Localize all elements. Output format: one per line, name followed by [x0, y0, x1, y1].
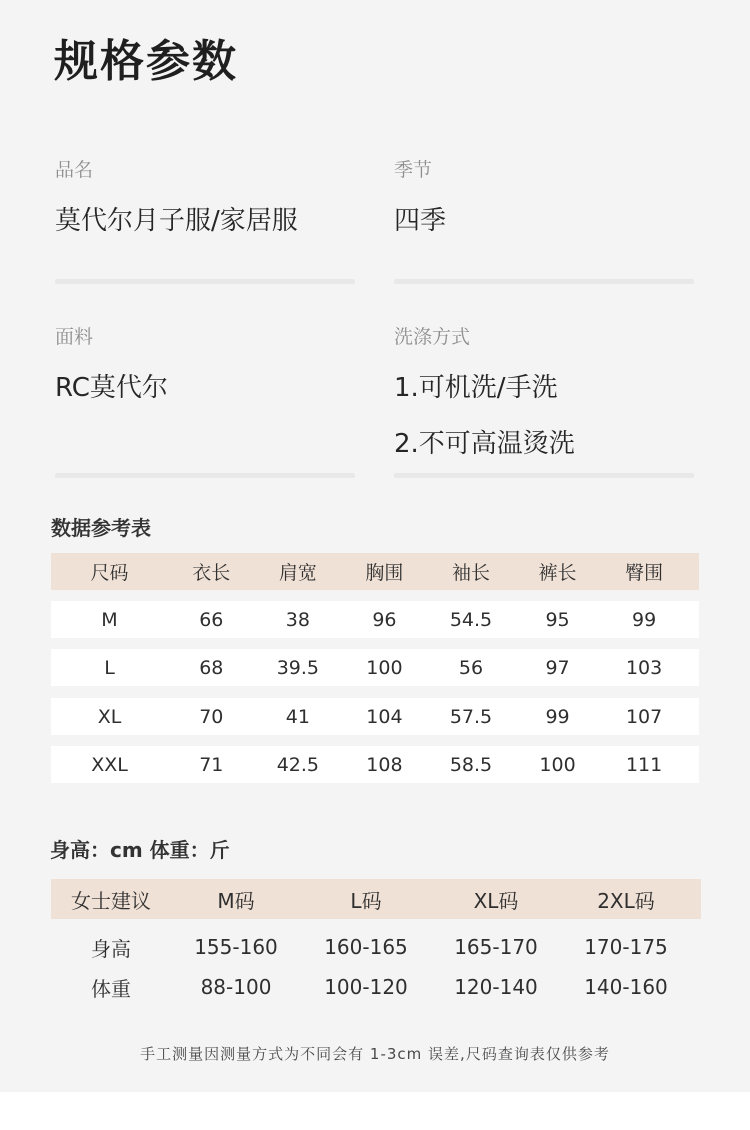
- header-cell: 肩宽: [278, 562, 317, 584]
- measurement-note: 手工测量因测量方式为不同会有 1-3cm 误差,尺码查询表仅供参考: [140, 1045, 610, 1063]
- header-cell: XL码: [473, 888, 519, 913]
- spec-value-line-1: 1.可机洗/手洗: [394, 373, 558, 403]
- spec-value: 四季: [394, 206, 447, 236]
- table-cell: 170-175: [584, 935, 668, 959]
- table-cell: 104: [366, 705, 403, 728]
- header-cell: 女士建议: [71, 888, 151, 913]
- table-cell: 111: [625, 753, 663, 776]
- table-cell: 38: [285, 608, 310, 631]
- spec-label: 面料: [55, 326, 94, 348]
- spec-product-name: [55, 158, 355, 288]
- table-cell: 66: [199, 608, 224, 631]
- spec-label: 季节: [394, 159, 433, 181]
- header-cell: 尺码: [90, 562, 129, 584]
- table-cell: 56: [458, 656, 484, 679]
- table-cell: 体重: [91, 976, 131, 1001]
- header-cell: 臀围: [625, 562, 664, 584]
- table-cell: 96: [372, 608, 397, 631]
- table-cell: 42.5: [276, 753, 319, 776]
- table-cell: 108: [366, 753, 403, 776]
- table-cell: 88-100: [200, 975, 272, 999]
- table-cell: M: [101, 608, 118, 631]
- divider: [55, 279, 355, 284]
- page-title: 规格参数: [54, 36, 238, 87]
- table-cell: 100-120: [324, 975, 408, 999]
- table-row: [51, 746, 699, 783]
- table-row: [51, 930, 701, 964]
- recommendation-title: 身高：cm 体重：斤: [50, 838, 230, 862]
- table-cell: 41: [285, 705, 310, 728]
- table-row: [51, 649, 699, 686]
- header-cell: 2XL码: [597, 888, 655, 913]
- table-cell: 58.5: [449, 753, 493, 776]
- header-cell: 衣长: [192, 562, 231, 584]
- table-row: [51, 601, 699, 638]
- table-cell: 99: [632, 608, 657, 631]
- divider: [394, 473, 694, 478]
- header-cell: M码: [217, 888, 255, 913]
- spec-label: 品名: [55, 159, 94, 181]
- table-header-row: [51, 553, 699, 590]
- table-cell: 68: [199, 656, 224, 679]
- table-row: [51, 970, 701, 1004]
- table-cell: 155-160: [194, 935, 278, 959]
- table-cell: 54.5: [449, 608, 493, 631]
- table-cell: 100: [539, 753, 576, 776]
- table-cell: 71: [199, 753, 224, 776]
- size-chart-title: 数据参考表: [51, 516, 151, 540]
- spec-value: 莫代尔月子服/家居服: [55, 206, 298, 236]
- spec-season: [394, 158, 694, 288]
- table-cell: 140-160: [584, 975, 668, 999]
- table-cell: 160-165: [324, 935, 408, 959]
- table-cell: XL: [97, 705, 122, 728]
- header-cell: L码: [350, 888, 382, 913]
- table-row: [51, 698, 699, 735]
- table-cell: 57.5: [449, 705, 493, 728]
- table-cell: 39.5: [276, 656, 319, 679]
- table-cell: 100: [366, 656, 403, 679]
- table-cell: 99: [545, 705, 570, 728]
- divider: [55, 473, 355, 478]
- divider: [394, 279, 694, 284]
- table-cell: 97: [545, 656, 570, 679]
- table-cell: 165-170: [454, 935, 538, 959]
- table-cell: 95: [545, 608, 570, 631]
- spec-label: 洗涤方式: [394, 326, 471, 348]
- table-cell: 身高: [91, 936, 131, 961]
- table-cell: 107: [625, 705, 663, 728]
- table-cell: L: [104, 656, 115, 679]
- table-header-row: [51, 879, 701, 919]
- spec-washing: [394, 325, 694, 485]
- table-cell: XXL: [91, 753, 128, 776]
- header-cell: 胸围: [365, 562, 404, 584]
- spec-value: RC莫代尔: [55, 373, 168, 403]
- table-cell: 103: [625, 656, 663, 679]
- spec-value-line-2: 2.不可高温烫洗: [394, 429, 575, 459]
- header-cell: 袖长: [451, 562, 490, 584]
- spec-fabric: [55, 325, 355, 485]
- table-cell: 120-140: [454, 975, 538, 999]
- table-cell: 70: [199, 705, 224, 728]
- header-cell: 裤长: [538, 562, 577, 584]
